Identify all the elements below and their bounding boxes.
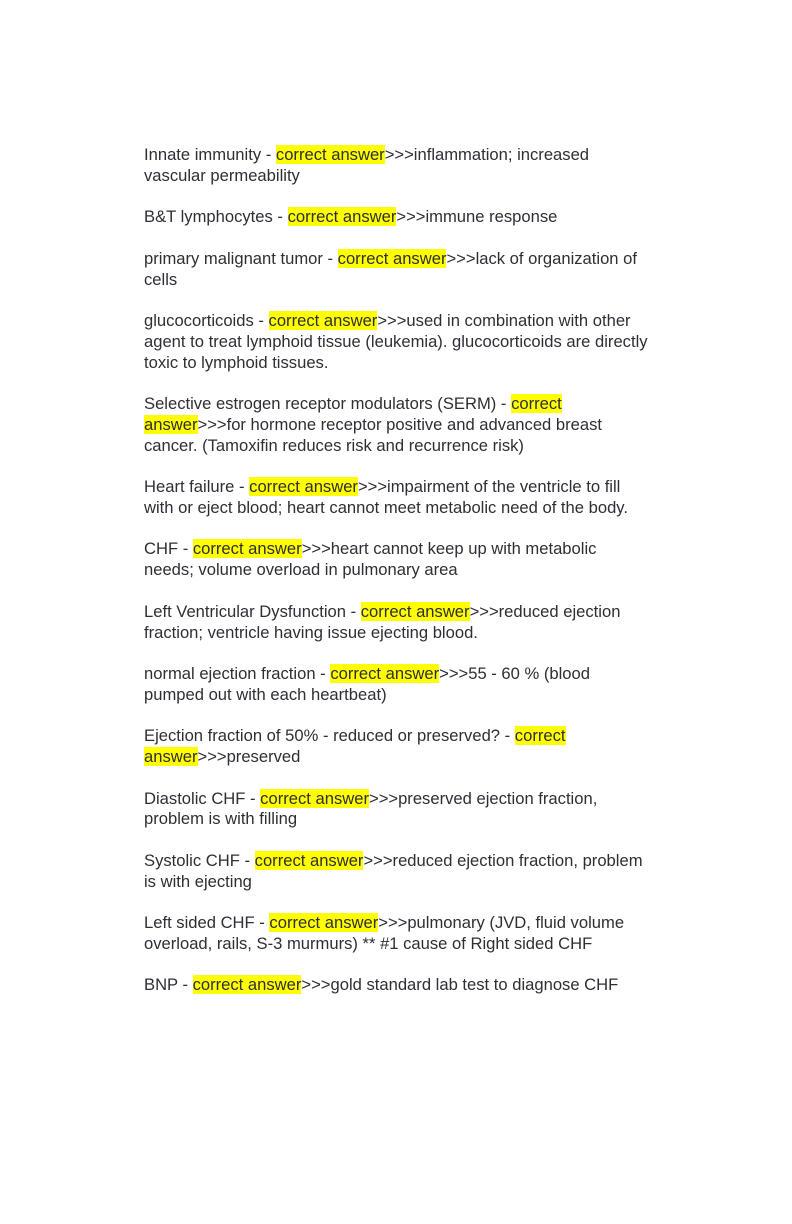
term: BNP <box>144 975 178 995</box>
separator: - <box>322 248 338 268</box>
qa-item-bnp <box>144 975 650 996</box>
separator: - <box>496 394 512 414</box>
qa-item-normal-ejection-fraction <box>144 664 650 706</box>
separator: - <box>253 311 269 331</box>
arrow: >>> <box>446 248 476 268</box>
correct-answer-highlight: correct answer <box>337 248 447 268</box>
correct-answer-highlight: correct answer <box>144 726 566 767</box>
arrow: >>> <box>378 913 408 933</box>
qa-item-heart-failure <box>144 477 650 519</box>
correct-answer-highlight: correct answer <box>192 975 302 995</box>
correct-answer-highlight: correct answer <box>269 913 379 933</box>
answer: for hormone receptor positive and advanced breast cancer. (Tamoxifin reduces risk and recurrence risk) <box>144 414 603 455</box>
term: Systolic CHF <box>144 850 240 870</box>
correct-answer-highlight: correct answer <box>144 394 562 434</box>
term: primary malignant tumor <box>144 248 323 268</box>
qa-item-innate-immunity <box>144 145 650 187</box>
answer: immune response <box>425 207 558 227</box>
term: B&T lymphocytes <box>144 207 273 227</box>
answer: heart cannot keep up with metabolic needs; volume overload in pulmonary area <box>144 539 597 580</box>
arrow: >>> <box>384 145 414 164</box>
correct-answer-highlight: correct answer <box>249 477 358 497</box>
arrow: >>> <box>469 601 499 621</box>
arrow: >>> <box>301 539 331 559</box>
separator: - <box>234 477 250 497</box>
term: Left sided CHF <box>144 913 255 933</box>
qa-item-ejection-fraction-50 <box>144 726 650 768</box>
separator: - <box>245 788 261 808</box>
arrow: >>> <box>369 788 399 808</box>
term: Ejection fraction of 50% - reduced or preserved? <box>144 726 501 746</box>
separator: - <box>346 601 361 621</box>
separator: - <box>254 913 270 933</box>
separator: - <box>178 539 193 559</box>
qa-item-serm <box>144 394 650 456</box>
qa-item-chf <box>144 539 650 581</box>
arrow: >>> <box>396 207 426 227</box>
qa-item-left-ventricular-dysfunction <box>144 602 650 644</box>
term: Innate immunity <box>144 145 262 164</box>
arrow: >>> <box>439 664 469 684</box>
separator: - <box>272 207 288 227</box>
correct-answer-highlight: correct answer <box>330 664 440 684</box>
qa-item-primary-malignant-tumor <box>144 249 650 291</box>
arrow: >>> <box>377 311 407 331</box>
answer: reduced ejection fraction; ventricle having issue ejecting blood. <box>144 601 621 642</box>
arrow: >>> <box>301 975 331 995</box>
answer: impairment of the ventricle to fill with or eject blood; heart cannot meet metabolic need of the body. <box>144 477 628 517</box>
term: Heart failure <box>144 477 235 497</box>
qa-item-systolic-chf <box>144 851 650 893</box>
answer: pulmonary (JVD, fluid volume overload, rails, S-3 murmurs) ** #1 cause of Right sided CHF <box>144 913 625 953</box>
answer: preserved ejection fraction, problem is with filling <box>144 788 598 829</box>
answer: preserved <box>226 747 301 767</box>
answer: inflammation; increased vascular permeability <box>144 145 590 185</box>
correct-answer-highlight: correct answer <box>287 207 397 227</box>
correct-answer-highlight: correct answer <box>360 601 470 621</box>
qa-item-diastolic-chf <box>144 789 650 831</box>
term: CHF <box>144 539 179 559</box>
arrow: >>> <box>197 747 227 767</box>
arrow: >>> <box>197 414 227 434</box>
separator: - <box>177 975 193 995</box>
correct-answer-highlight: correct answer <box>275 145 385 164</box>
separator: - <box>239 850 255 870</box>
answer: gold standard lab test to diagnose CHF <box>330 975 619 995</box>
qa-item-bt-lymphocytes <box>144 207 650 228</box>
correct-answer-highlight: correct answer <box>254 850 364 870</box>
arrow: >>> <box>363 850 393 870</box>
document-page <box>144 145 650 1017</box>
term: normal ejection fraction <box>144 664 316 684</box>
term: Selective estrogen receptor modulators (SERM) <box>144 394 497 414</box>
answer: 55 - 60 % (blood pumped out with each heartbeat) <box>144 664 590 704</box>
arrow: >>> <box>357 477 388 497</box>
answer: used in combination with other agent to treat lymphoid tissue (leukemia). glucocorticoids are directly toxic to lymphoid tissues. <box>144 311 648 372</box>
answer: reduced ejection fraction, problem is with ejecting <box>144 850 643 891</box>
separator: - <box>315 664 331 684</box>
correct-answer-highlight: correct answer <box>268 311 378 331</box>
correct-answer-highlight: correct answer <box>260 788 369 808</box>
term: Left Ventricular Dysfunction <box>144 601 346 621</box>
term: glucocorticoids <box>144 311 254 331</box>
term: Diastolic CHF <box>144 788 246 808</box>
qa-item-glucocorticoids <box>144 311 650 373</box>
qa-item-left-sided-chf <box>144 913 650 955</box>
answer: lack of organization of cells <box>144 248 637 289</box>
separator: - <box>261 145 276 164</box>
separator: - <box>500 726 515 746</box>
correct-answer-highlight: correct answer <box>192 539 302 559</box>
